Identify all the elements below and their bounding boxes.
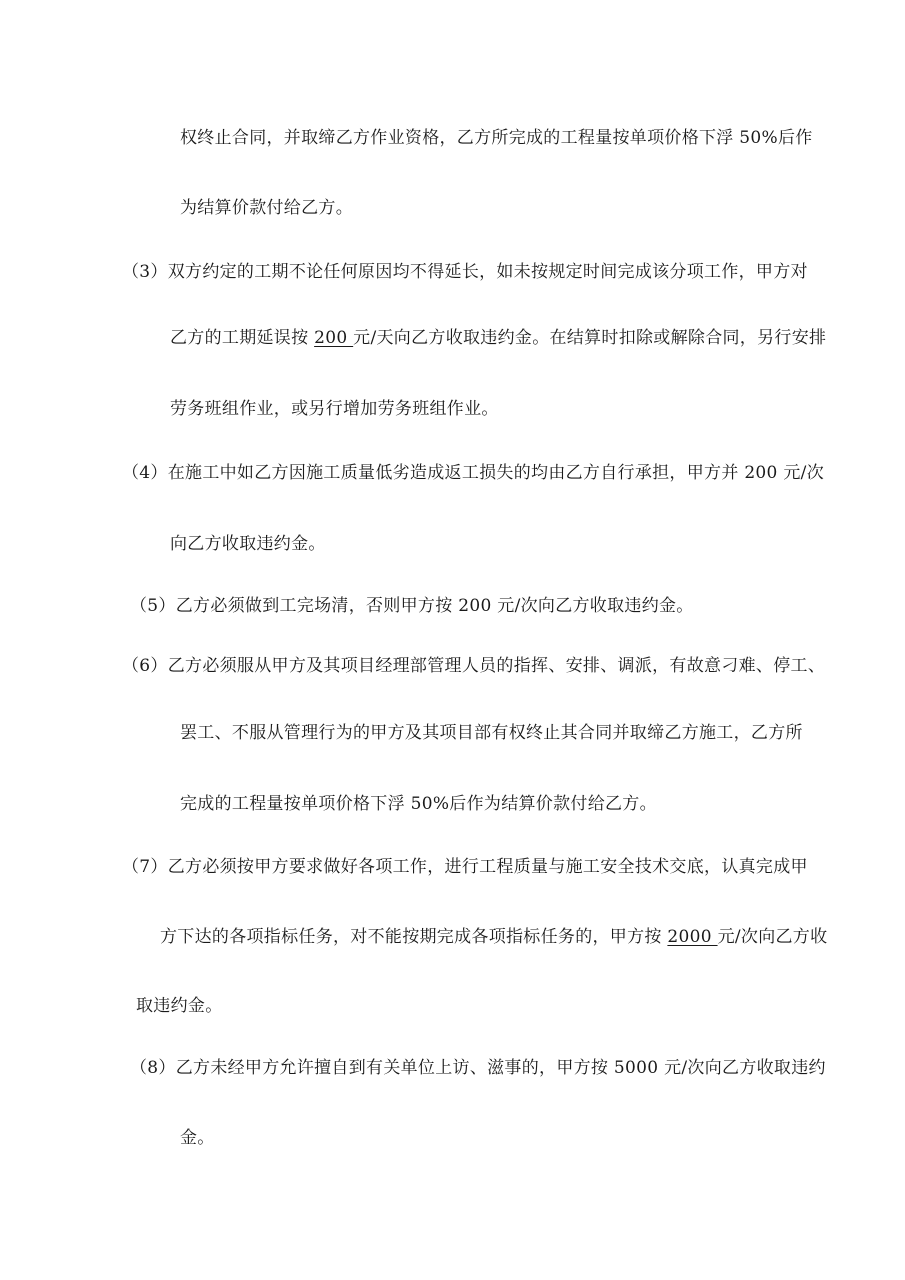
paragraph-line	[160, 925, 827, 949]
underlined-amount: 200	[314, 328, 354, 348]
paragraph-line: 权终止合同，并取缔乙方作业资格，乙方所完成的工程量按单项价格下浮 50%后作	[180, 128, 813, 148]
underlined-amount: 2000	[667, 927, 718, 947]
line-text: 方下达的各项指标任务，对不能按期完成各项指标任务的，甲方按	[160, 927, 668, 947]
clause-6-line: （6）乙方必须服从甲方及其项目经理部管理人员的指挥、安排、调派，有故意刁难、停工、	[122, 656, 826, 676]
line-text: 乙方的工期延误按	[170, 328, 315, 348]
clause-5-line: （5）乙方必须做到工完场清，否则甲方按 200 元/次向乙方收取违约金。	[130, 596, 694, 616]
paragraph-line: 金。	[180, 1128, 215, 1148]
paragraph-line: 劳务班组作业，或另行增加劳务班组作业。	[170, 399, 499, 419]
paragraph-line: 为结算价款付给乙方。	[180, 198, 353, 218]
paragraph-line: 完成的工程量按单项价格下浮 50%后作为结算价款付给乙方。	[180, 794, 657, 814]
paragraph-line: 取违约金。	[136, 996, 223, 1016]
clause-8-line: （8）乙方未经甲方允许擅自到有关单位上访、滋事的，甲方按 5000 元/次向乙方收取违约	[130, 1058, 826, 1078]
line-text: 元/天向乙方收取违约金。在结算时扣除或解除合同，另行安排	[353, 328, 827, 348]
paragraph-line: 罢工、不服从管理行为的甲方及其项目部有权终止其合同并取缔乙方施工，乙方所	[180, 723, 803, 743]
clause-3-line: （3）双方约定的工期不论任何原因均不得延长，如未按规定时间完成该分项工作，甲方对	[122, 262, 808, 282]
clause-4-line: （4）在施工中如乙方因施工质量低劣造成返工损失的均由乙方自行承担，甲方并 200 元/次	[122, 463, 824, 483]
paragraph-line: 向乙方收取违约金。	[170, 534, 326, 554]
paragraph-line	[170, 326, 826, 350]
clause-7-line: （7）乙方必须按甲方要求做好各项工作，进行工程质量与施工安全技术交底，认真完成甲	[122, 857, 808, 877]
line-text: 元/次向乙方收	[717, 927, 828, 947]
